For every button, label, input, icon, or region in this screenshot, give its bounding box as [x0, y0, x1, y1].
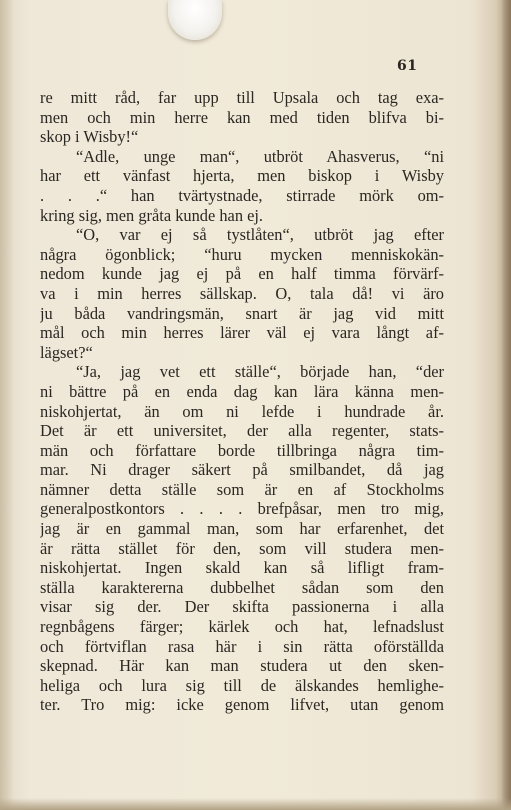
- text-line: heliga och lura sig till de älskandes hemlighe-: [40, 675, 444, 695]
- text-line: nämner detta ställe som är en af Stockholms: [40, 479, 444, 499]
- text-line: niskohjertat. Ingen skald kan så lifligt fram-: [40, 558, 444, 578]
- text-line: regnbågens färger; kärlek och hat, lefnadslust: [40, 617, 444, 637]
- text-line: . . .“ han tvärtystnade, stirrade mörk om-: [40, 185, 444, 205]
- text-line: lägset?“: [40, 342, 93, 362]
- text-line: va i min herres sällskap. O, tala då! vi äro: [40, 283, 444, 303]
- text-line: “Ja, jag vet ett ställe“, började han, “der: [76, 362, 444, 382]
- text-line: ju båda vandringsmän, snart är jag vid mitt: [40, 303, 444, 323]
- text-line: mål och min herres lärer väl ej vara långt af-: [40, 323, 444, 343]
- text-line: skepnad. Här kan man studera ut den sken-: [40, 656, 444, 676]
- text-line: re mitt råd, far upp till Upsala och tag exa-: [40, 88, 444, 107]
- text-line: är rätta stället för den, som vill studera men-: [40, 538, 444, 558]
- text-line: kring sig, men gråta kunde han ej.: [40, 205, 264, 225]
- text-line: och förtviflan rasa här i sin rätta oförställda: [40, 636, 444, 656]
- text-line: jag är en gammal man, som har erfarenhet, det: [40, 519, 444, 539]
- text-line: ter. Tro mig: icke genom lifvet, utan genom: [40, 695, 444, 715]
- text-line: några ögonblick; “huru mycken menniskokän-: [40, 244, 444, 264]
- text-line: men och min herre kan med tiden blifva bi-: [40, 107, 444, 127]
- binding-shadow: [0, 0, 14, 810]
- text-line: mar. Ni drager säkert på smilbandet, då jag: [40, 460, 444, 480]
- text-line: niskohjertat, än om ni lefde i hundrade år.: [40, 401, 444, 421]
- binding-notch: [168, 0, 222, 40]
- text-line: har ett vänfast hjerta, men biskop i Wisby: [40, 166, 444, 186]
- body-text: [40, 88, 444, 715]
- text-line: nedom kunde jag ej på en half timma förvärf-: [40, 264, 444, 284]
- text-line: ni bättre på en enda dag kan lära känna men-: [40, 381, 444, 401]
- text-line: ställa karaktererna dubbelhet sådan som den: [40, 577, 444, 597]
- text-line: Det är ett universitet, der alla regenter, stats-: [40, 421, 444, 441]
- bottom-page-fold: [0, 798, 511, 810]
- text-line: skop i Wisby!“: [40, 127, 139, 147]
- text-line: “Adle, unge man“, utbröt Ahasverus, “ni: [76, 146, 444, 166]
- page-edge: [501, 0, 511, 810]
- text-line: män och författare borde tillbringa några tim-: [40, 440, 444, 460]
- page-number: 61: [397, 58, 418, 74]
- text-line: visar sig der. Der skifta passionerna i alla: [40, 597, 444, 617]
- text-line: generalpostkontors . . . . brefpåsar, men tro mig,: [40, 499, 444, 519]
- text-line: “O, var ej så tystlåten“, utbröt jag efter: [76, 225, 444, 245]
